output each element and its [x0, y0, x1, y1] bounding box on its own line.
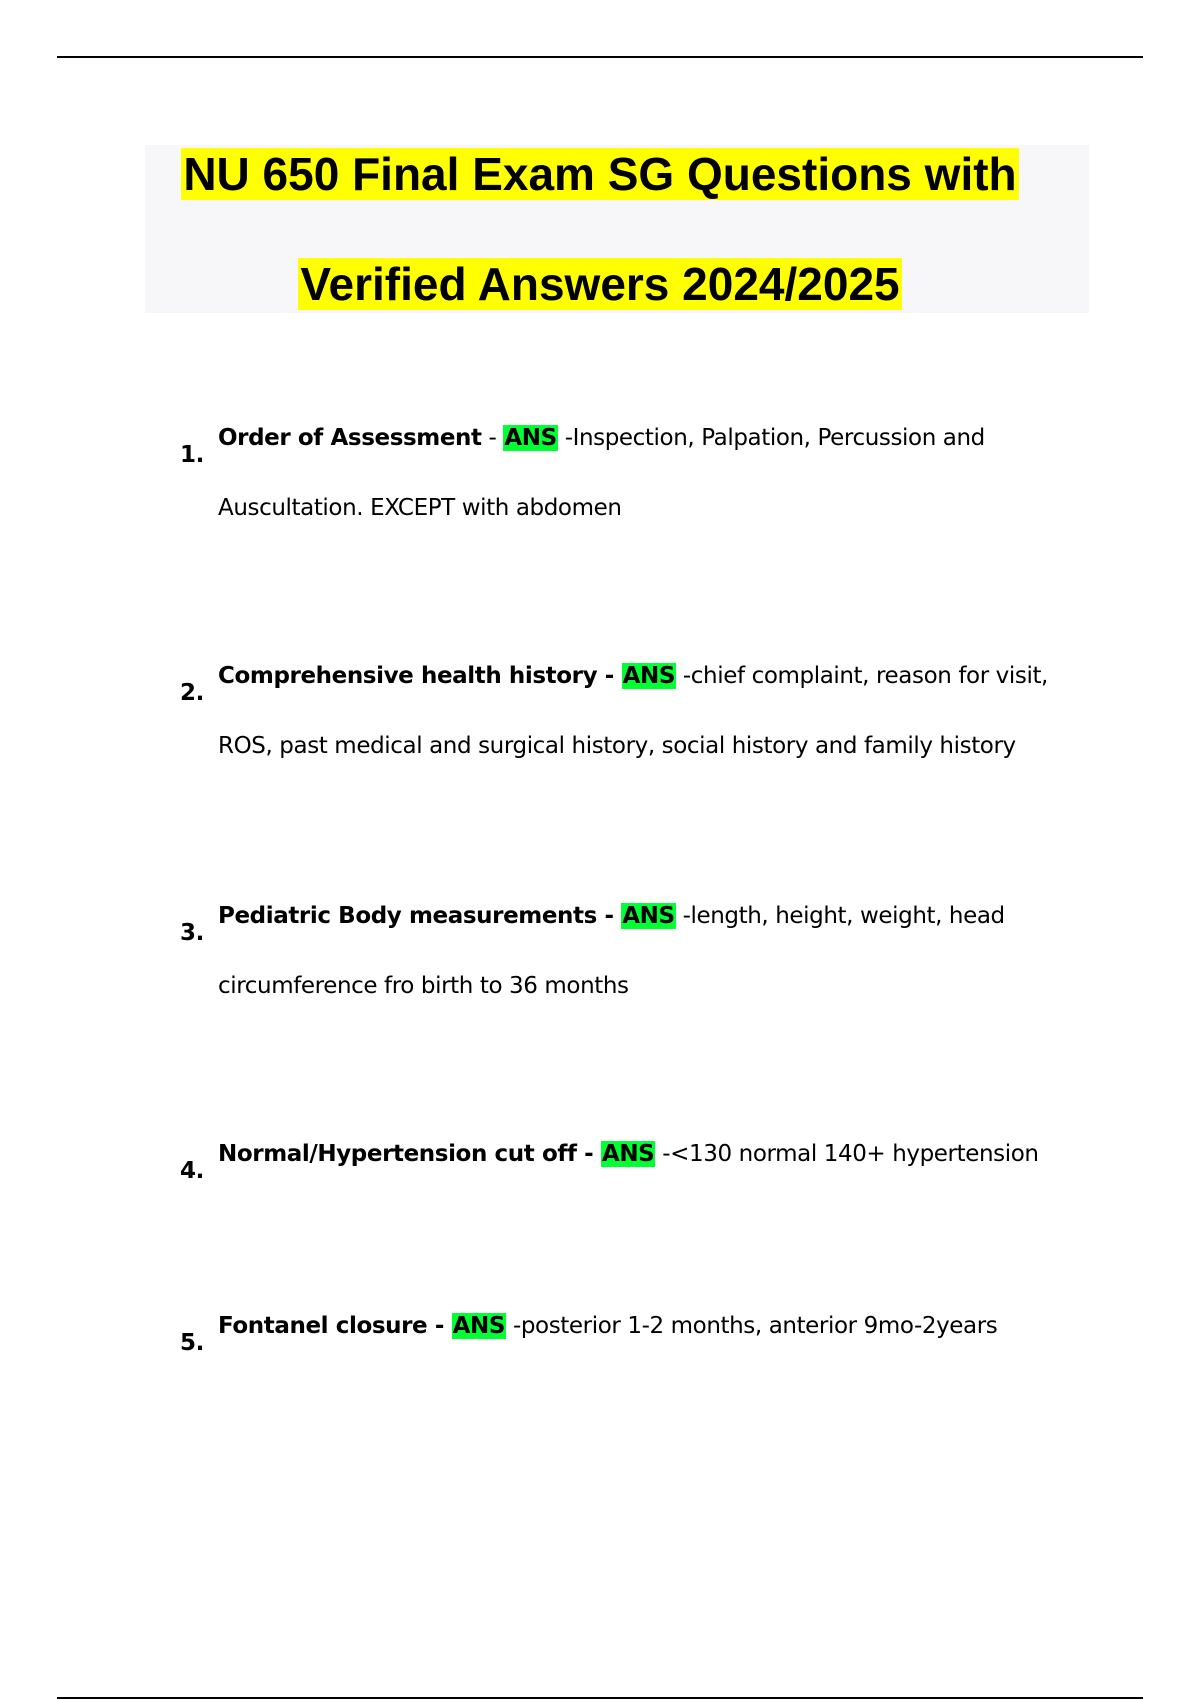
item-question: Comprehensive health history - — [218, 663, 622, 689]
ans-highlight: ANS — [622, 663, 675, 689]
item-number: 2. — [180, 680, 204, 706]
item-number: 4. — [180, 1158, 204, 1184]
list-item — [180, 1308, 1100, 1361]
item-question: Pediatric Body measurements - — [218, 903, 622, 929]
item-question: Fontanel closure - — [218, 1313, 452, 1339]
item-text — [218, 1291, 1100, 1361]
item-answer: -posterior 1-2 months, anterior 9mo-2years — [506, 1313, 998, 1339]
item-text — [218, 403, 1100, 543]
title-highlight-1: NU 650 Final Exam SG Questions with — [183, 148, 1017, 200]
item-answer: -<130 normal 140+ hypertension — [655, 1141, 1039, 1167]
ans-highlight: ANS — [622, 903, 675, 929]
item-number: 1. — [180, 442, 204, 468]
item-question: Normal/Hypertension cut off - — [218, 1141, 601, 1167]
ans-highlight: ANS — [504, 425, 557, 451]
ans-highlight: ANS — [601, 1141, 655, 1167]
item-number: 3. — [180, 920, 204, 946]
list-item — [180, 420, 1100, 543]
item-answer: -chief complaint, reason for visit, ROS, past medical and surgical history, social history and family history — [218, 663, 1048, 759]
item-number: 5. — [180, 1330, 204, 1356]
item-answer: -Inspection, Palpation, Percussion and Auscultation. EXCEPT with abdomen — [218, 425, 985, 521]
list-item — [180, 1136, 1100, 1189]
ans-highlight: ANS — [452, 1313, 506, 1339]
item-text — [218, 641, 1100, 781]
list-item — [180, 898, 1100, 1021]
list-item — [180, 658, 1100, 781]
title-highlight-2: Verified Answers 2024/2025 — [300, 258, 900, 310]
item-text — [218, 881, 1100, 1021]
bottom-rule — [57, 1697, 1143, 1699]
item-answer: -length, height, weight, head circumference fro birth to 36 months — [218, 903, 1005, 999]
item-text — [218, 1119, 1100, 1189]
item-question: Order of Assessment — [218, 425, 482, 451]
item-separator: - — [481, 425, 504, 451]
